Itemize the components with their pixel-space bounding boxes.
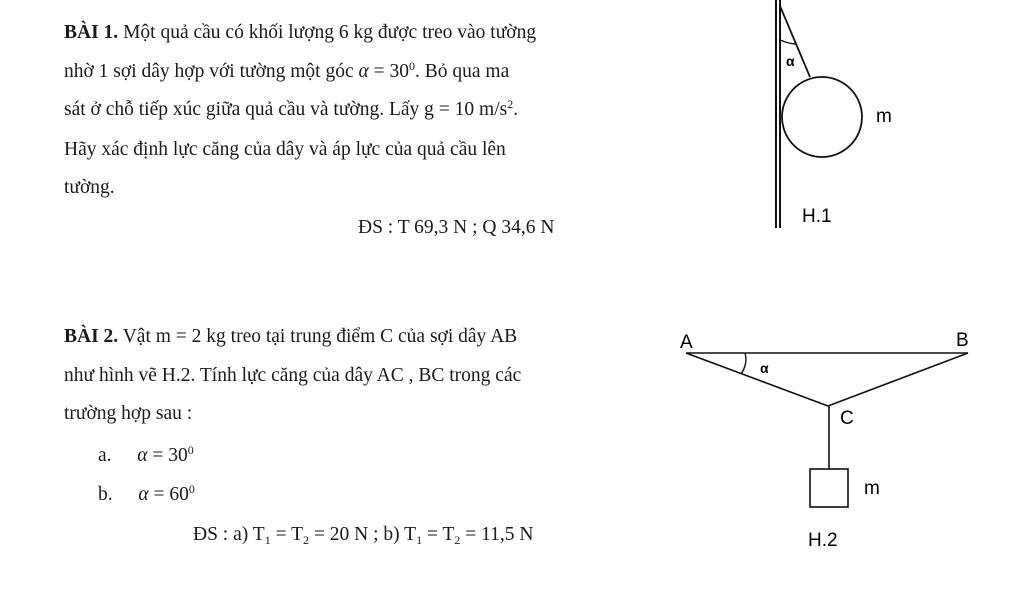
label-a: A xyxy=(680,332,693,353)
figure-h2 xyxy=(660,320,1000,560)
figure2-caption: H.2 xyxy=(808,530,838,551)
problem1-line2: nhờ 1 sợi dây hợp với tường một góc $\alpha = 30^0$. Bỏ qua ma xyxy=(64,59,510,82)
figure2-alpha-label: α xyxy=(760,360,769,376)
problem1-line1: BÀI 1. Một quả cầu có khối lượng 6 kg được treo vào tường xyxy=(64,22,537,43)
mass-box xyxy=(810,469,848,507)
problem2-heading: BÀI 2. xyxy=(64,326,119,347)
problem2-answer: ĐS : a) $T_1 = T_2 = 20$ N ; b) $T_1 = T_2 = 11,5$ N xyxy=(193,524,534,547)
problem1-answer: ĐS : T 69,3 N ; Q 34,6 N xyxy=(358,217,555,238)
option-b: b. $\alpha = 60^0$ xyxy=(98,482,195,505)
label-c: C xyxy=(840,408,854,429)
angle-arc xyxy=(780,40,796,44)
line-bc xyxy=(828,353,968,406)
problem2-line3: trường hợp sau : xyxy=(64,403,193,424)
label-b: B xyxy=(956,330,969,351)
problem1-line5: tường. xyxy=(64,177,115,198)
problem1-line3: sát ở chỗ tiếp xúc giữa quả cầu và tường. Lấy g = 10 $m/s^2$. xyxy=(64,97,519,120)
option-a: a. $\alpha = 30^0$ xyxy=(98,443,194,466)
problem2-line2: như hình vẽ H.2. Tính lực căng của dây AC , BC trong các xyxy=(64,365,522,386)
problem1-line4: Hãy xác định lực căng của dây và áp lực của quả cầu lên xyxy=(64,139,506,160)
problem2-line1: BÀI 2. Vật m = 2 kg treo tại trung điểm C của sợi dây AB xyxy=(64,326,518,347)
figure2-mass-label: m xyxy=(864,478,880,499)
problem1-heading: BÀI 1. xyxy=(64,22,119,43)
figure-h1 xyxy=(740,0,920,240)
ball-circle xyxy=(782,77,862,157)
figure1-mass-label: m xyxy=(876,106,892,127)
alpha-symbol: α xyxy=(358,61,369,82)
figure1-caption: H.1 xyxy=(802,206,832,227)
figure1-alpha-label: α xyxy=(786,53,795,69)
angle-value: 30 xyxy=(389,61,409,82)
angle-arc xyxy=(741,353,746,374)
line-ac xyxy=(686,353,828,406)
